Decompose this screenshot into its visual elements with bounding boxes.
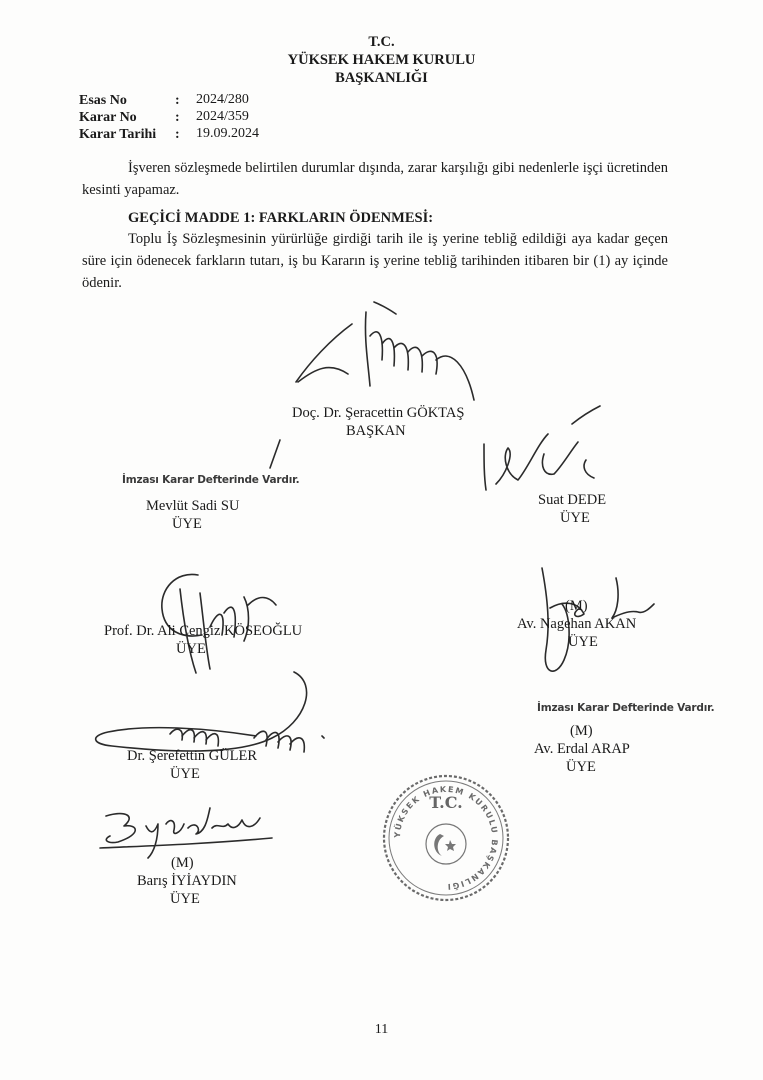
- suat-role: ÜYE: [560, 510, 590, 526]
- ali-name: Prof. Dr. Ali Cengiz KÖSEOĞLU: [104, 623, 303, 639]
- serefettin-name: Dr. Şerefettin GÜLER: [127, 748, 258, 764]
- header-tc: T.C.: [368, 34, 395, 50]
- signature-mevlut-stroke: [266, 438, 286, 470]
- erdal-mark: (M): [570, 723, 593, 739]
- nagehan-role: ÜYE: [568, 634, 598, 650]
- baris-mark: (M): [171, 855, 194, 871]
- suat-name: Suat DEDE: [538, 492, 607, 508]
- karar-no-value: 2024/359: [196, 109, 249, 124]
- meta-colon: :: [175, 110, 180, 125]
- karar-tarihi-value: 19.09.2024: [196, 126, 259, 141]
- meta-colon: :: [175, 127, 180, 142]
- mevlut-role: ÜYE: [172, 516, 202, 532]
- ali-role: ÜYE: [176, 641, 206, 657]
- signature-baris: [96, 800, 276, 862]
- seal-top-text: T.C.: [429, 793, 463, 812]
- page-number: 11: [374, 1022, 389, 1037]
- header-institution: YÜKSEK HAKEM KURULU: [287, 52, 476, 68]
- signature-ali: [140, 565, 290, 675]
- signature-baskan: [290, 300, 500, 410]
- baris-name: Barış İYİAYDIN: [137, 873, 237, 889]
- erdal-note: İmzası Karar Defterinde Vardır.: [537, 702, 715, 714]
- signature-suat: [478, 404, 608, 494]
- seal-ring-text: YÜKSEK HAKEM KURULU BAŞKANLIĞI: [392, 784, 500, 892]
- erdal-role: ÜYE: [566, 759, 596, 775]
- mevlut-note: İmzası Karar Defterinde Vardır.: [122, 474, 300, 486]
- baris-role: ÜYE: [170, 891, 200, 907]
- section-title: GEÇİCİ MADDE 1: FARKLARIN ÖDENMESİ:: [128, 210, 434, 226]
- meta-colon: :: [175, 93, 180, 108]
- erdal-name: Av. Erdal ARAP: [534, 741, 630, 757]
- mevlut-name: Mevlüt Sadi SU: [146, 498, 240, 514]
- baskan-role: BAŞKAN: [346, 423, 406, 439]
- header-presidency: BAŞKANLIĞI: [335, 70, 428, 86]
- nagehan-name: Av. Nagehan AKAN: [517, 616, 637, 632]
- baskan-name: Doç. Dr. Şeracettin GÖKTAŞ: [292, 405, 465, 421]
- serefettin-role: ÜYE: [170, 766, 200, 782]
- karar-tarihi-label: Karar Tarihi: [79, 127, 157, 142]
- official-seal: [380, 772, 512, 904]
- paragraph-deduction: İşveren sözleşmede belirtilen durumlar dışında, zarar karşılığı gibi nedenlerle işçi ücretinden kesinti yapamaz.: [82, 160, 668, 198]
- seal-crescent-icon: [434, 834, 444, 856]
- esas-no-value: 2024/280: [196, 92, 249, 107]
- esas-no-label: Esas No: [79, 93, 127, 108]
- seal-star-icon: [445, 840, 456, 851]
- paragraph-payment: Toplu İş Sözleşmesinin yürürlüğe girdiği tarih ile iş yerine tebliğ edildiği aya kadar geçen süre için ödenecek farkların tutarı, iş bu Kararın iş yerine tebliğ tarihinden itibaren bir (1) ay içinde ödenir.: [82, 231, 668, 291]
- karar-no-label: Karar No: [79, 110, 137, 125]
- nagehan-mark: (M): [565, 598, 588, 614]
